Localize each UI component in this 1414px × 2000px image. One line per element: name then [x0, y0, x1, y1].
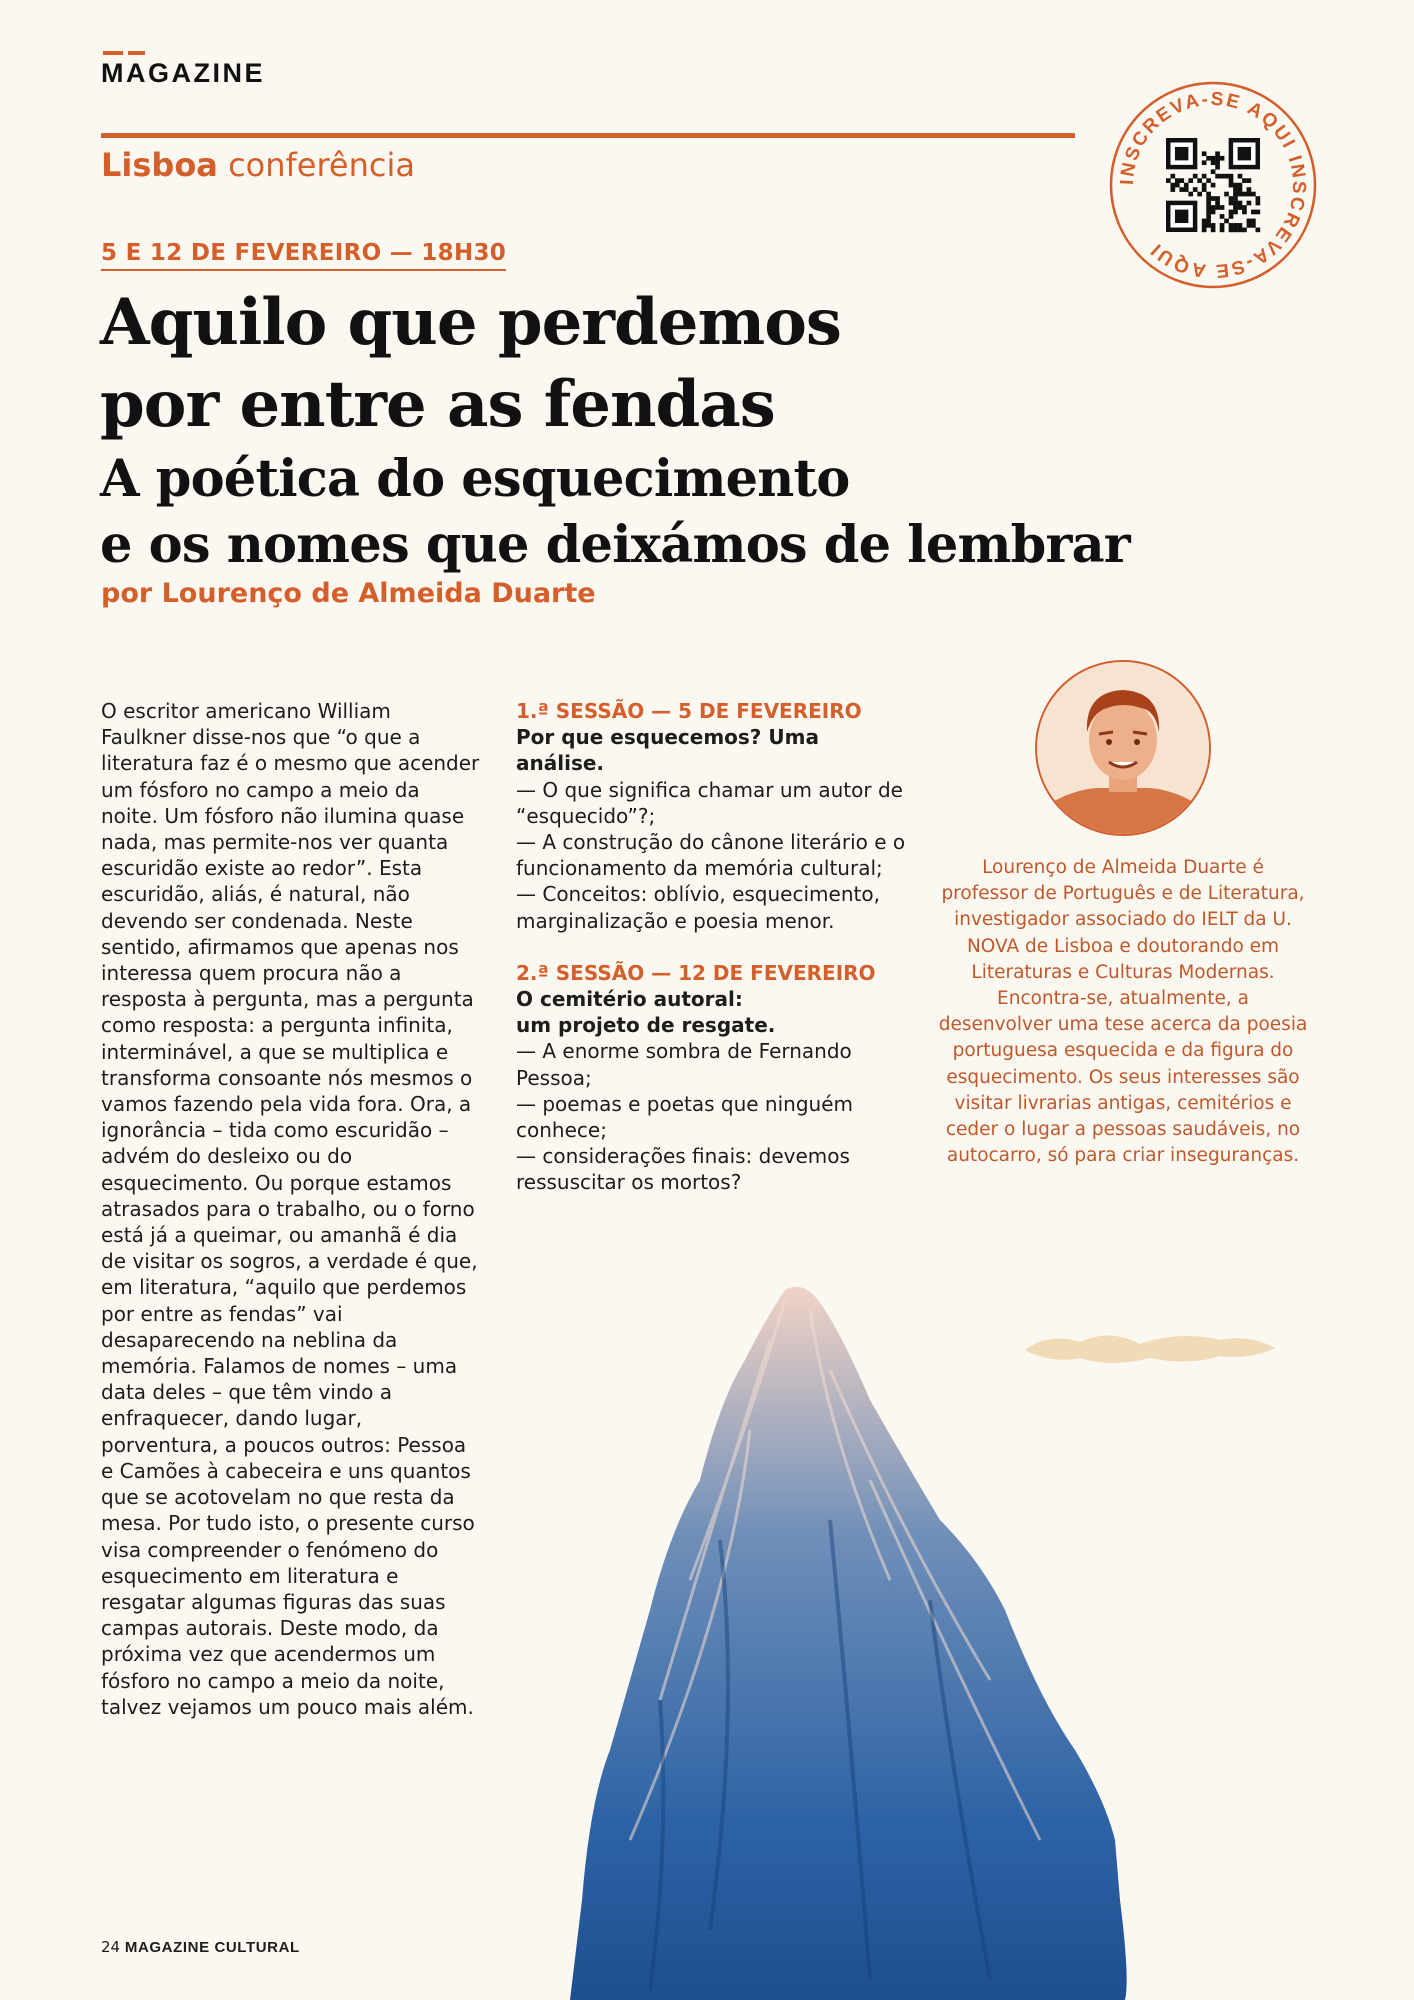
logo-rest: GAZINE	[148, 58, 266, 88]
page-number: 24	[101, 1938, 121, 1956]
body-paragraph: O escritor americano William Faulkner disse-nos que “o que a literatura faz é o mesmo que acender um fósforo no campo a meio da noite. Um fósforo não ilumina quase nada, mas permite-nos ver quanta escuridão existe ao redor”. Esta escuridão, aliás, é natural, não devendo ser condenada. Neste sentido, afirmamos que apenas nos interessa quem procura não a resposta à pergunta, mas a pergunta como resposta: a pergunta infinita, interminável, a que se multiplica e transforma consoante nós mesmos o vamos fazendo pela vida fora. Ora, a ignorância – tida como escuridão – advém do desleixo ou do esquecimento. Ou porque estamos atrasados para o trabalho, ou o forno está já a queimar, ou amanhã é dia de visitar os sogros, a verdade é que, em literatura, “aquilo que perdemos por entre as fendas” vai desaparecendo na neblina da memória. Falamos de nomes – uma data deles – que têm vindo a enfraquecer, dando lugar, porventura, a poucos outros: Pessoa e Camões à cabeceira e uns quantos que se acotovelam no que resta da mesa. Por tudo isto, o presente curso visa compreender o fenómeno do esquecimento em literatura e resgatar algumas figuras das suas campas autorais. Deste modo, da próxima vez que acendermos um fósforo no campo a meio da noite, talvez vejamos um pouco mais além.	[101, 699, 480, 1719]
event-dates: 5 E 12 DE FEVEREIRO — 18H30	[101, 240, 506, 271]
session-item: — considerações finais: devemos ressuscitar os mortos?	[516, 1144, 850, 1195]
session-title: O cemitério autoral:	[516, 987, 743, 1012]
logo-accent-letter: A	[126, 58, 148, 88]
title-line-2: por entre as fendas	[100, 367, 775, 442]
author-portrait-illustration	[1037, 662, 1209, 834]
section-type: conferência	[228, 146, 415, 184]
session-heading: 2.ª SESSÃO — 12 DE FEVEREIRO	[516, 960, 876, 985]
author-photo	[1035, 660, 1211, 836]
section-label	[101, 146, 415, 184]
session-2	[516, 960, 906, 1196]
mountain-illustration	[570, 1280, 1290, 2000]
section-city: Lisboa	[101, 146, 218, 184]
qr-ring-text: INSCREVA-SE AQUI INSCREVA-SE AQUI	[1116, 88, 1310, 282]
session-item: — Conceitos: oblívio, esquecimento, marginalização e poesia menor.	[516, 882, 880, 933]
qr-signup-badge[interactable]	[1108, 80, 1318, 290]
session-1	[516, 698, 906, 934]
logo-m-part: M	[101, 58, 126, 88]
event-title	[100, 282, 1130, 578]
title-line-1: Aquilo que perdemos	[100, 285, 841, 360]
cloud-illustration	[1020, 1320, 1280, 1380]
sessions-list	[516, 698, 906, 1196]
session-title: um projeto de resgate.	[516, 1013, 776, 1038]
byline: por Lourenço de Almeida Duarte	[101, 578, 596, 609]
session-heading: 1.ª SESSÃO — 5 DE FEVEREIRO	[516, 699, 862, 723]
magazine-logo	[101, 58, 265, 89]
session-item: — O que significa chamar um autor de “esquecido”?;	[516, 777, 903, 828]
logo-text	[101, 58, 126, 88]
subtitle-line-1: A poética do esquecimento	[100, 449, 850, 509]
page-footer	[101, 1938, 300, 1956]
session-title: Por que esquecemos? Uma análise.	[516, 725, 819, 776]
footer-publication: MAGAZINE CULTURAL	[124, 1939, 300, 1956]
subtitle-line-2: e os nomes que deixámos de lembrar	[100, 515, 1130, 575]
header-rule	[101, 133, 1075, 138]
session-item: — poemas e poetas que ninguém conhece;	[516, 1091, 853, 1143]
author-bio: Lourenço de Almeida Duarte é professor de Português e de Literatura, investigador associado do IELT da U. NOVA de Lisboa e doutorando em Literaturas e Culturas Modernas. Encontra-se, atualmente, a desenvolver uma tese acerca da poesia portuguesa esquecida e da figura do esquecimento. Os seus interesses são visitar livrarias antigas, cemitérios e ceder o lugar a pessoas saudáveis, no autocarro, só para criar inseguranças.	[938, 857, 1308, 1167]
session-item: — A construção do cânone literário e o funcionamento da memória cultural;	[516, 830, 906, 881]
session-item: — A enorme sombra de Fernando Pessoa;	[516, 1039, 852, 1090]
